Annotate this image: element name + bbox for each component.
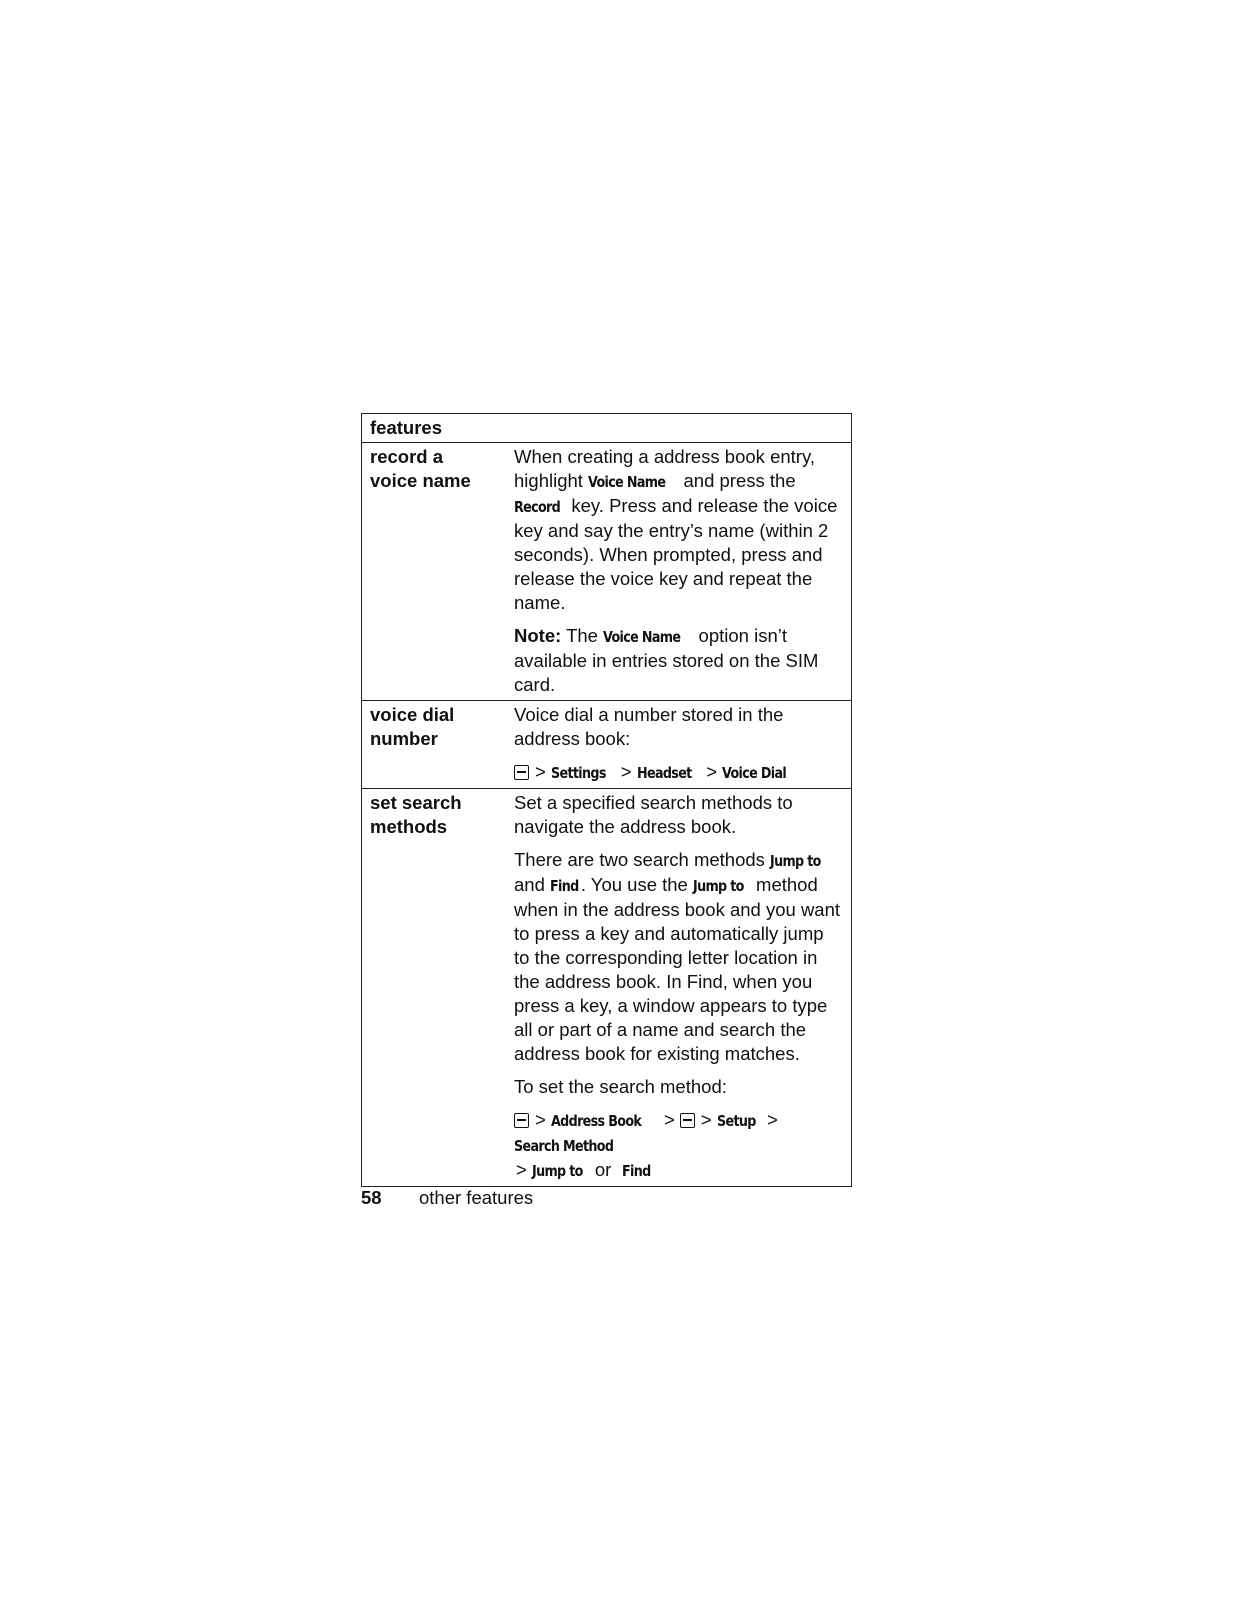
page-number: 58 (361, 1187, 382, 1208)
features-table (361, 413, 852, 1187)
description-paragraph: There are two search methods Jump to and Find . You use the Jump to method when in the address book and you want to press a key and automatically jump to the corresponding letter location in the address book. In Find, when you press a key, a window appears to type all or part of a name and search the address book for existing matches. (514, 849, 841, 1064)
menu-path: > Address Book > > Setup >Search Method > Jump to or Find (514, 1108, 843, 1183)
description-paragraph: To set the search method: (514, 1076, 727, 1097)
table-row (362, 443, 852, 701)
feature-name (362, 443, 507, 701)
ui-term: Voice Name (603, 628, 681, 646)
table-row (362, 701, 852, 789)
ui-term: Voice Name (588, 473, 666, 491)
feature-name-line: voice dial (370, 704, 455, 725)
feature-description (506, 443, 852, 701)
ui-term: Jump to (531, 1162, 583, 1180)
feature-description (506, 701, 852, 789)
table-row (362, 789, 852, 1187)
feature-name-line: record a (370, 446, 444, 467)
menu-key-icon (514, 765, 529, 780)
note-label: Note: (514, 625, 562, 646)
note-paragraph: Note: The Voice Name option isn’t available in entries stored on the SIM card. (514, 625, 819, 695)
menu-key-icon (680, 1113, 695, 1128)
feature-name-line: set search (370, 792, 462, 813)
description-paragraph: When creating a address book entry, highlight Voice Name and press the Record key. Press and release the voice key and say the entry’s name (within 2 seconds). When prompted, press and release the voice key and repeat the name. (514, 446, 838, 613)
ui-term: Headset (636, 764, 692, 782)
menu-key-icon (514, 1113, 529, 1128)
ui-term: Setup (716, 1112, 756, 1130)
table-header-row (362, 414, 852, 443)
section-title: other features (419, 1187, 534, 1208)
ui-term: Settings (550, 764, 606, 782)
page-footer (361, 1186, 533, 1210)
menu-path: > Settings > Headset > Voice Dial (514, 760, 843, 785)
ui-term: Search Method (514, 1137, 614, 1155)
ui-term: Find (621, 1162, 651, 1180)
ui-term: Voice Dial (722, 764, 787, 782)
feature-name-line: methods (370, 816, 448, 837)
table-header: features (362, 414, 852, 443)
feature-name (362, 701, 507, 789)
feature-name (362, 789, 507, 1187)
ui-term: Jump to (770, 852, 821, 870)
ui-term: Find (550, 877, 579, 895)
feature-description (506, 789, 852, 1187)
description-paragraph: Voice dial a number stored in the address book: (514, 704, 784, 749)
description-paragraph: Set a specified search methods to navigate the address book. (514, 792, 793, 837)
feature-name-line: voice name (370, 470, 471, 491)
ui-term: Address Book (550, 1112, 642, 1130)
ui-term: Jump to (693, 877, 744, 895)
feature-name-line: number (370, 728, 438, 749)
ui-term: Record (514, 498, 561, 516)
